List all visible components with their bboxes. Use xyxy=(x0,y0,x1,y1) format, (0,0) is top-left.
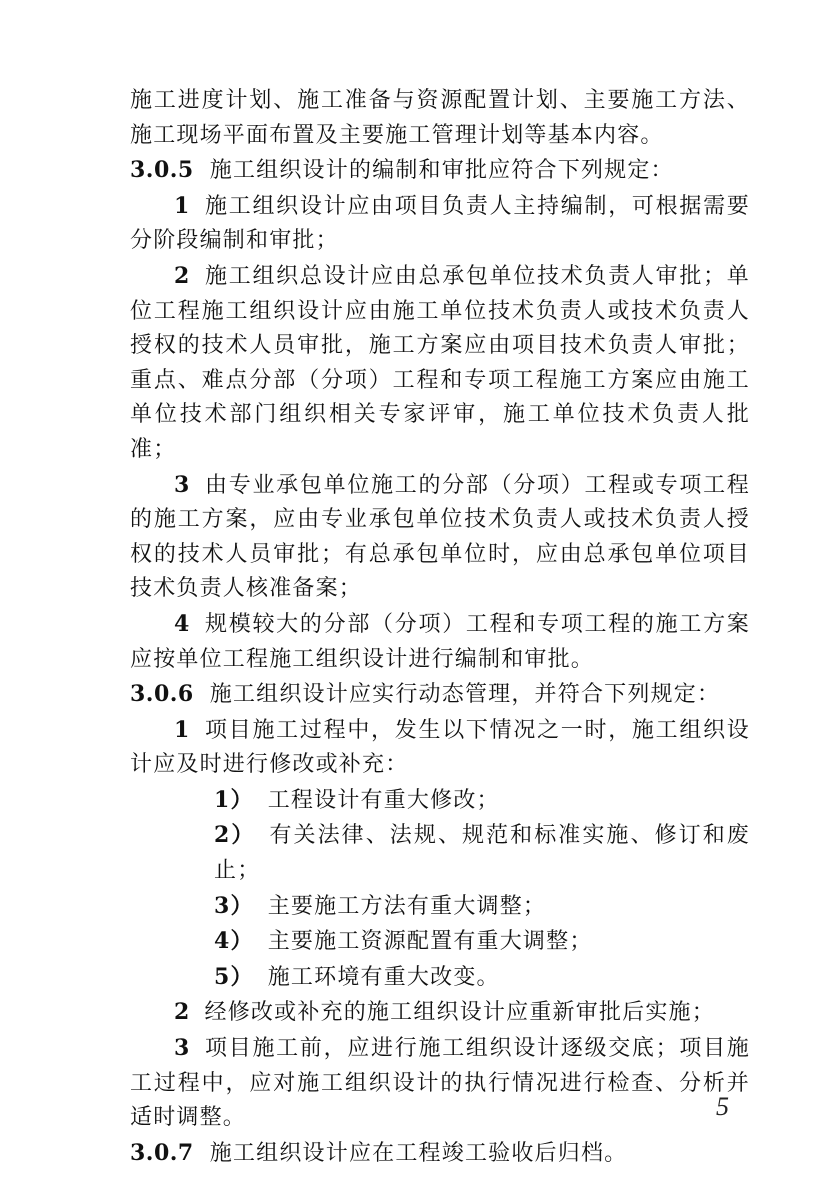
paragraph-text: 主要施工方法有重大调整； xyxy=(267,893,547,919)
paragraph-text: 工程设计有重大修改； xyxy=(267,787,500,813)
clause-number: 1 xyxy=(174,192,191,219)
paragraph-text: 施工组织总设计应由总承包单位技术负责人审批；单位工程施工组织设计应由施工单位技术负责人或技术负责人授权的技术人员审批，施工方案应由项目技术负责人审批；重点、难点分部（分项）工程和专项工程施工方案应由施工单位技术部门组织相关专家评审，施工单位技术负责人批准； xyxy=(130,263,750,462)
paragraph-text: 规模较大的分部（分项）工程和专项工程的施工方案应按单位工程施工组织设计进行编制和审批。 xyxy=(130,611,750,672)
paragraph-text: 主要施工资源配置有重大调整； xyxy=(267,929,593,955)
list-item xyxy=(130,960,750,996)
list-item xyxy=(130,924,750,960)
continuation-paragraph xyxy=(130,84,750,153)
clause-number: 5） xyxy=(214,963,254,990)
clause-number: 4） xyxy=(214,928,254,955)
clause-number: 3 xyxy=(174,471,191,498)
paragraph-text: 施工组织设计应在工程竣工验收后归档。 xyxy=(209,1140,628,1166)
clause-paragraph xyxy=(130,189,750,259)
clause-paragraph xyxy=(130,259,750,468)
clause-paragraph xyxy=(130,1031,750,1136)
section-paragraph xyxy=(130,153,750,189)
clause-number: 3） xyxy=(214,892,254,919)
clause-number: 3 xyxy=(174,1035,191,1062)
clause-paragraph xyxy=(130,468,750,607)
paragraph-text: 项目施工过程中，发生以下情况之一时，施工组织设计应及时进行修改或补充： xyxy=(130,717,750,778)
paragraph-text: 有关法律、法规、规范和标准实施、修订和废止； xyxy=(214,823,750,884)
body-text xyxy=(130,84,750,1171)
clause-number: 1） xyxy=(214,786,254,813)
section-number: 3.0.7 xyxy=(130,1139,194,1166)
clause-paragraph xyxy=(130,995,750,1031)
paragraph-text: 施工组织设计的编制和审批应符合下列规定： xyxy=(209,158,674,184)
paragraph-text: 施工组织设计应由项目负责人主持编制，可根据需要分阶段编制和审批； xyxy=(130,193,750,254)
paragraph-text: 施工环境有重大改变。 xyxy=(267,964,500,990)
clause-paragraph xyxy=(130,607,750,677)
paragraph-text: 经修改或补充的施工组织设计应重新审批后实施； xyxy=(204,1000,715,1026)
list-item xyxy=(130,889,750,925)
list-item xyxy=(130,783,750,819)
section-paragraph xyxy=(130,1136,750,1172)
clause-number: 4 xyxy=(174,610,191,637)
clause-number: 2） xyxy=(214,822,256,849)
paragraph-text: 由专业承包单位施工的分部（分项）工程或专项工程的施工方案，应由专业承包单位技术负责人或技术负责人授权的技术人员审批；有总承包单位时，应由总承包单位项目技术负责人核准备案； xyxy=(130,472,750,602)
section-number: 3.0.5 xyxy=(130,157,194,184)
list-item xyxy=(130,818,750,888)
clause-number: 2 xyxy=(174,999,191,1026)
section-paragraph xyxy=(130,677,750,713)
clause-number: 2 xyxy=(174,262,191,289)
clause-paragraph xyxy=(130,713,750,783)
paragraph-text: 项目施工前，应进行施工组织设计逐级交底；项目施工过程中，应对施工组织设计的执行情况进行检查、分析并适时调整。 xyxy=(130,1036,750,1131)
section-number: 3.0.6 xyxy=(130,681,194,708)
clause-number: 1 xyxy=(174,716,191,743)
paragraph-text: 施工组织设计应实行动态管理，并符合下列规定： xyxy=(209,682,721,708)
page-number: 5 xyxy=(716,1092,729,1121)
paragraph-text: 施工进度计划、施工准备与资源配置计划、主要施工方法、施工现场平面布置及主要施工管理计划等基本内容。 xyxy=(130,88,750,148)
